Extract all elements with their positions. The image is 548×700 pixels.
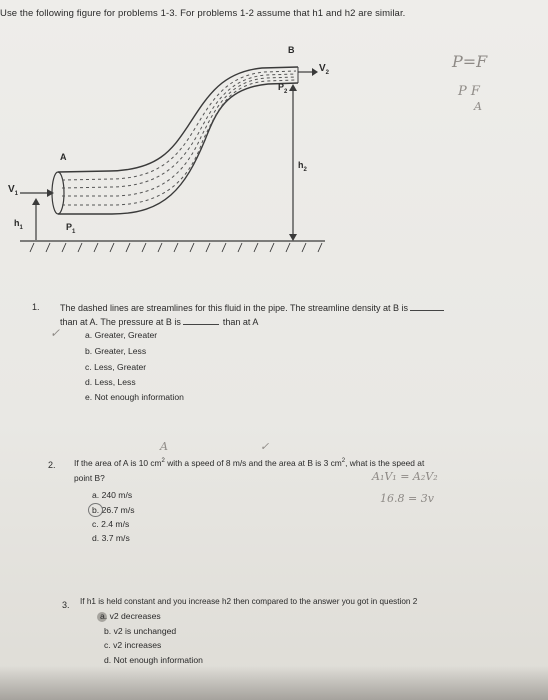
label-h2: $h_2$: [298, 160, 307, 173]
page-bottom-shadow: [0, 666, 548, 700]
label-p2: $P_2$: [278, 82, 288, 95]
question-2-line-2: point B?: [74, 473, 105, 483]
q2-mark-a: A: [160, 440, 168, 453]
instructions-header: Use the following figure for problems 1-3. For problems 1-2 assume that h1 and h2 are similar.: [0, 8, 406, 19]
question-3-number: 3.: [62, 600, 70, 610]
question-2-number: 2.: [48, 460, 56, 470]
pipe-lower-wall: [58, 83, 298, 214]
q3-option-a[interactable]: a. v2 decreases: [100, 611, 161, 621]
q2-option-b[interactable]: b. 26.7 m/s: [92, 505, 135, 515]
question-2-line-1: If the area of A is 10 $cm^2$ with a speed of 8 m/s and the area at B is 3 $cm^2$, what is the speed at: [74, 458, 425, 468]
label-a: A: [60, 152, 67, 162]
q3-option-d[interactable]: d. Not enough information: [104, 655, 203, 665]
question-1-line-1: The dashed lines are streamlines for this fluid in the pipe. The streamline density at B is: [60, 302, 444, 313]
question-1-number: 1.: [32, 302, 40, 312]
label-b: B: [288, 45, 295, 55]
q2-option-d[interactable]: d. 3.7 m/s: [92, 533, 130, 543]
q1-check-mark: ✓: [50, 326, 61, 340]
q2-mark-check: ✓: [260, 440, 270, 453]
label-h1: $h_1$: [14, 218, 23, 231]
question-1-line-2: than at A. The pressure at B is than at A: [60, 317, 259, 327]
q1-option-e[interactable]: e. Not enough information: [85, 392, 184, 402]
q1-option-b[interactable]: b. Greater, Less: [85, 346, 147, 356]
q1-option-c[interactable]: c. Less, Greater: [85, 362, 147, 372]
margin-note-1: P=F: [452, 52, 488, 71]
ground-hatching: [30, 243, 322, 252]
q2-work-line-2: 16.8 = 3v: [380, 492, 434, 505]
q2-option-a[interactable]: a. 240 m/s: [92, 490, 133, 500]
q3-option-b[interactable]: b. v2 is unchanged: [104, 626, 177, 636]
margin-note-3: A: [474, 100, 482, 113]
label-v1: $V_1$: [8, 184, 19, 197]
q3-option-c[interactable]: c. v2 increases: [104, 640, 162, 650]
label-p1: $P_1$: [66, 222, 76, 235]
pipe-flow-figure: [0, 40, 548, 270]
q1-option-d[interactable]: d. Less, Less: [85, 377, 136, 387]
q2-answer-circle: [88, 503, 103, 517]
q2-work-line-1: A₁V₁ = A₂V₂: [372, 470, 438, 483]
q2-option-c[interactable]: c. 2.4 m/s: [92, 519, 130, 529]
margin-note-2: P F: [458, 84, 480, 99]
q1-option-a[interactable]: a. Greater, Greater: [85, 330, 158, 340]
label-v2: $V_2$: [319, 63, 330, 76]
question-3-line-1: If h1 is held constant and you increase h2 then compared to the answer you got in question 2: [80, 597, 418, 606]
pipe-upper-wall: [58, 67, 298, 172]
